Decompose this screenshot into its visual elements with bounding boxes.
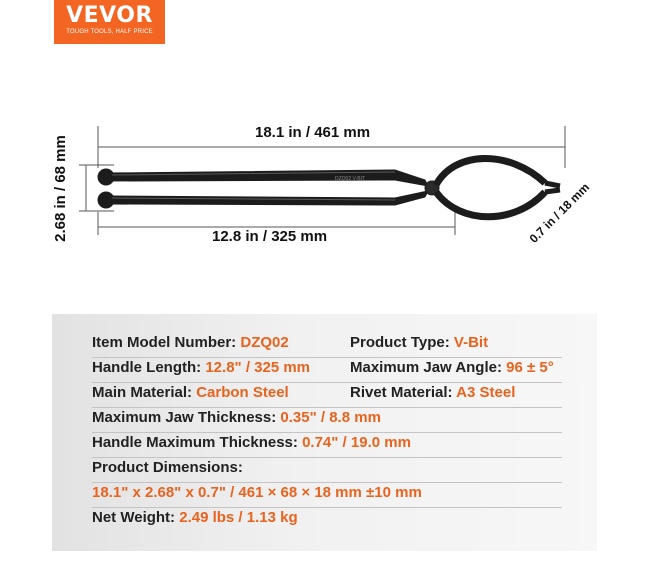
weight-label: Net Weight: [92, 509, 176, 526]
handle-thickness-value: 0.74" / 19.0 mm [302, 434, 411, 451]
jaw-thickness-label: 0.7 in / 18 mm [526, 180, 593, 246]
overall-length-label: 18.1 in / 461 mm [255, 124, 371, 141]
dimensions-value: 18.1" x 2.68" x 0.7" / 461 × 68 × 18 mm ±10 mm [92, 484, 422, 501]
material-label: Main Material: [92, 384, 193, 401]
handle-length-spec-label: Handle Length: [92, 359, 202, 376]
model-label: Item Model Number: [92, 334, 237, 351]
spec-row-jaw-thickness [92, 407, 562, 433]
brand-name: VEVOR [66, 3, 153, 28]
jaw-angle-value: 96 ± 5° [506, 359, 554, 376]
spec-row-model [92, 332, 562, 358]
brand-tagline: TOUGH TOOLS, HALF PRICE [66, 29, 153, 35]
jaw-angle-label: Maximum Jaw Angle: [350, 359, 502, 376]
model-value: DZQ02 [240, 334, 289, 351]
material-value: Carbon Steel [196, 384, 289, 401]
tool-imprint: DZQ02 V-BIT [335, 176, 366, 182]
height-label: 2.68 in / 68 mm [51, 135, 69, 242]
rivet-value: A3 Steel [456, 384, 516, 401]
dimensions-label: Product Dimensions: [92, 459, 243, 476]
type-label: Product Type: [350, 334, 450, 351]
handle-length-label: 12.8 in / 325 mm [212, 228, 328, 245]
handle-thickness-label: Handle Maximum Thickness: [92, 434, 298, 451]
jaw-thickness-spec-label: Maximum Jaw Thickness: [92, 409, 277, 426]
spec-row-dimensions-value [92, 482, 562, 508]
rivet-label: Rivet Material: [350, 384, 453, 401]
spec-card [52, 314, 597, 551]
spec-row-handle-thickness [92, 432, 562, 458]
type-value: V-Bit [453, 334, 489, 351]
spec-row-weight [92, 507, 562, 532]
handle-length-spec-value: 12.8" / 325 mm [205, 359, 311, 376]
jaw-thickness-spec-value: 0.35" / 8.8 mm [280, 409, 381, 426]
weight-value: 2.49 lbs / 1.13 kg [179, 509, 298, 526]
spec-row-handle [92, 357, 562, 383]
spec-row-dimensions-label [92, 457, 562, 483]
spec-row-material [92, 382, 562, 408]
tongs [98, 158, 560, 216]
